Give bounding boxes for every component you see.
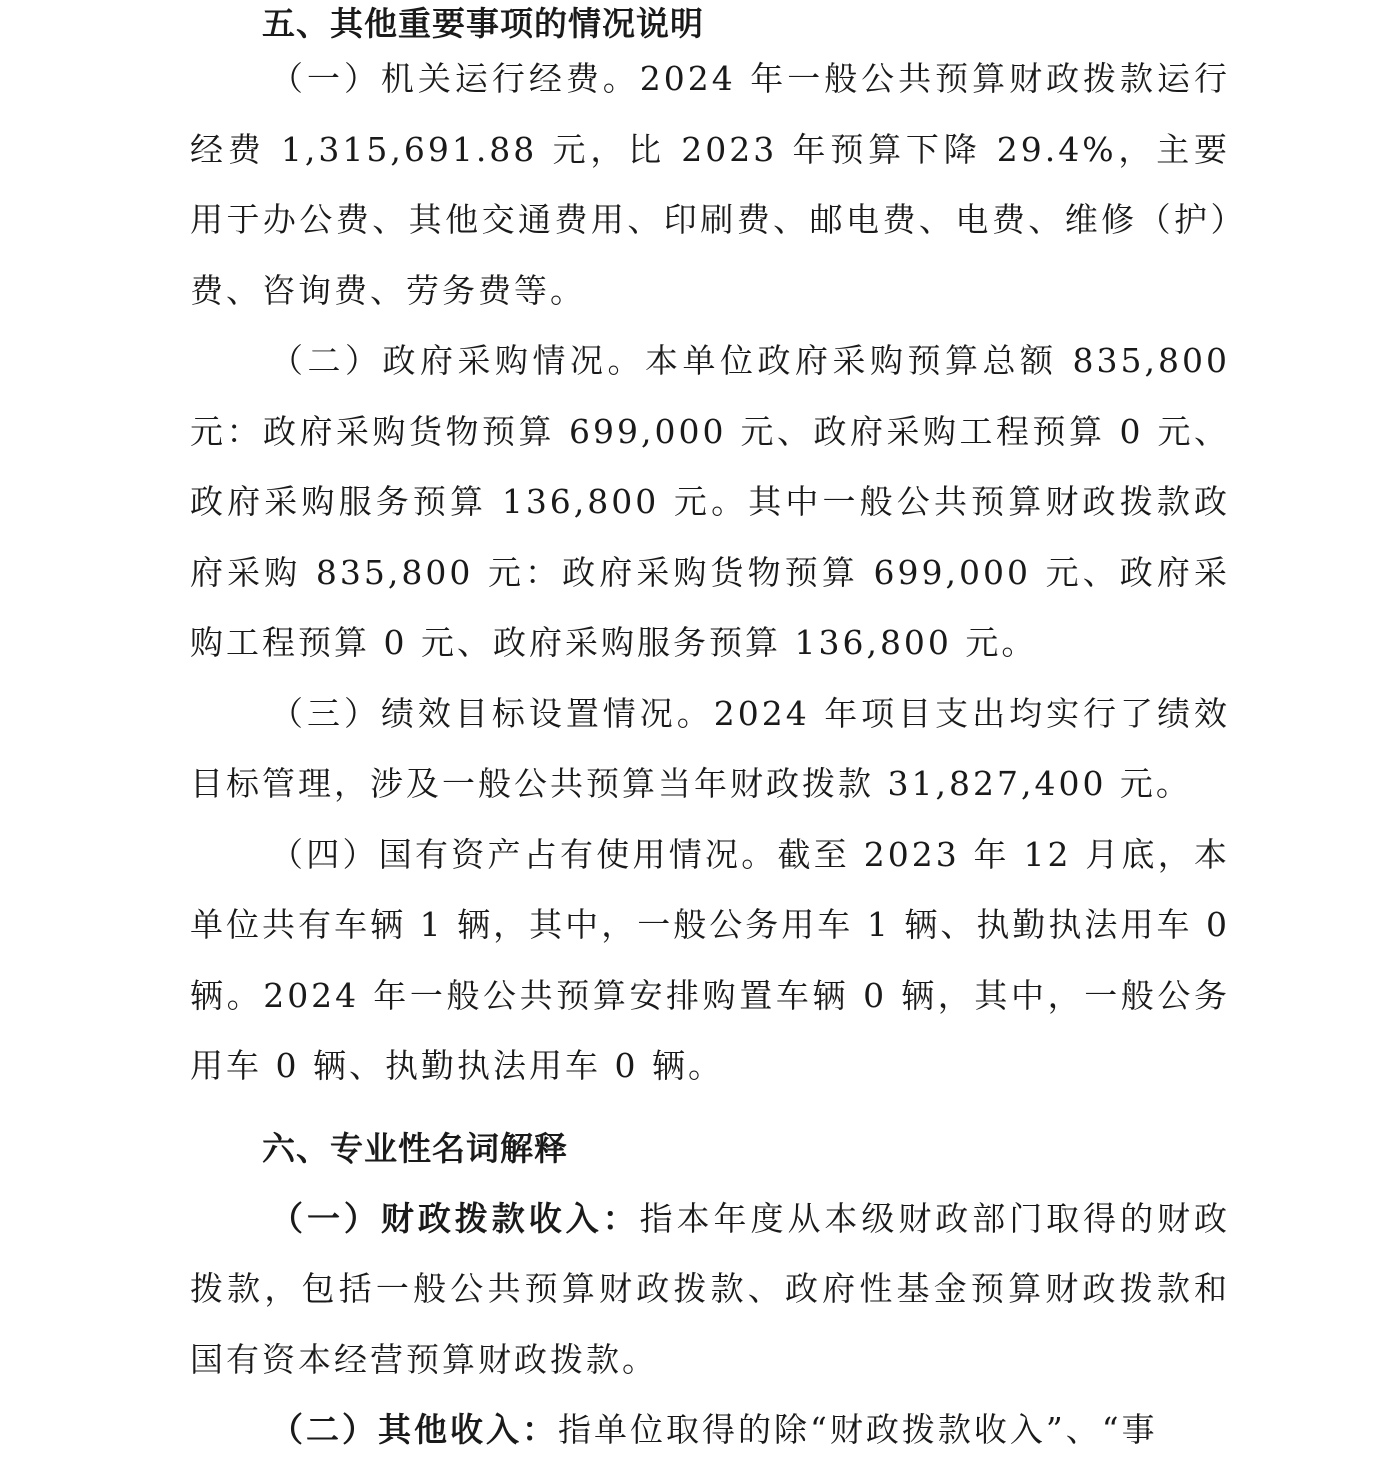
item-body: 截至 2023 年 12 月底，本单位共有车辆 1 辆，其中，一般公务用车 1 辆、执勤执法用车 0 辆。2024 年一般公共预算安排购置车辆 0 辆，其中，一般公务用车 0 辆、执勤执法用车 0 辆。	[190, 834, 1231, 1085]
section-6-item-2	[190, 1395, 1230, 1466]
item-body: 本单位政府采购预算总额 835,800 元：政府采购货物预算 699,000 元、政府采购工程预算 0 元、政府采购服务预算 136,800 元。其中一般公共预算财政拨款政府采购 835,800 元：政府采购货物预算 699,000 元、政府采购工程预算 0 元、政府采购服务预算 136,800 元。	[190, 341, 1231, 662]
section-6-item-1	[190, 1184, 1230, 1396]
document-page	[190, 0, 1230, 1466]
item-lead: （四）国有资产占有使用情况。	[270, 834, 778, 874]
section-5-heading: 五、其他重要事项的情况说明	[262, 4, 704, 43]
section-6-heading: 六、专业性名词解释	[262, 1128, 568, 1168]
item-lead: （一）机关运行经费。	[270, 59, 640, 98]
item-body: 指本年度从本级财政部门取得的财政拨款，包括一般公共预算财政拨款、政府性基金预算财政拨款和国有资本经营预算财政拨款。	[190, 1198, 1231, 1379]
item-body: 2024 年一般公共预算财政拨款运行经费 1,315,691.88 元，比 2023 年预算下降 29.4%，主要用于办公费、其他交通费用、印刷费、邮电费、电费、维修（护）费、咨询费、劳务费等。	[190, 59, 1230, 310]
section-5-item-3	[190, 679, 1230, 820]
section-5-item-2	[190, 326, 1230, 679]
item-body: 指单位取得的除“财政拨款收入”、“事	[558, 1410, 1158, 1449]
item-lead: （二）其他收入：	[270, 1410, 558, 1449]
section-5-item-1	[190, 44, 1230, 326]
item-lead: （二）政府采购情况。	[270, 341, 646, 380]
section-5-item-4	[190, 820, 1230, 1102]
item-lead: （三）绩效目标设置情况。	[270, 693, 714, 733]
item-lead: （一）财政拨款收入：	[270, 1198, 640, 1238]
item-body: 2024 年项目支出均实行了绩效目标管理，涉及一般公共预算当年财政拨款 31,827,400 元。	[190, 693, 1230, 803]
